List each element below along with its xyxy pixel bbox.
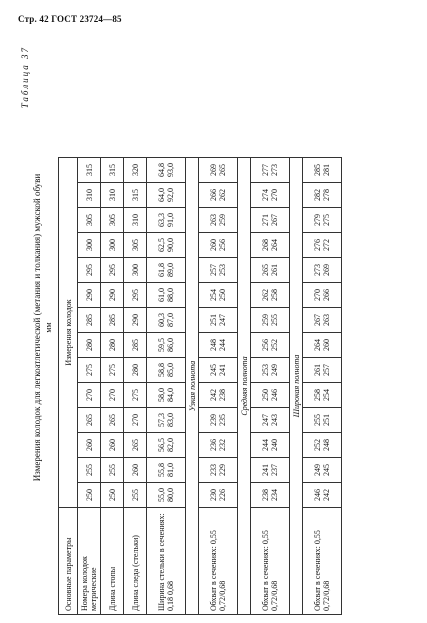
cell-bottom-value: 235 <box>218 414 227 426</box>
table-cell <box>251 183 290 208</box>
unit-label: мм <box>44 322 53 333</box>
cell-bottom-value: 238 <box>218 389 227 401</box>
table-cell: 310 <box>78 183 101 208</box>
cell-top-value: 268 <box>261 239 270 251</box>
cell-top-value: 63,3 <box>157 213 166 227</box>
cell-bottom-value: 275 <box>322 214 331 226</box>
cell-top-value: 233 <box>209 464 218 476</box>
cell-bottom-value: 88,0 <box>166 288 175 302</box>
cell-top-value: 55,8 <box>157 463 166 477</box>
table-cell: 300 <box>101 233 124 258</box>
cell-top-value: 239 <box>209 414 218 426</box>
section-row <box>238 158 251 615</box>
cell-bottom-value: 247 <box>218 314 227 326</box>
row-label: Обхват в сечениях: 0,55 0,72/0,68 <box>303 508 342 615</box>
table-cell: 290 <box>124 308 147 333</box>
cell-bottom-value: 243 <box>270 414 279 426</box>
cell-top-value: 241 <box>261 464 270 476</box>
table-cell <box>147 433 186 458</box>
section-title: Узкая полнота <box>186 158 199 615</box>
table-cell: 255 <box>101 458 124 483</box>
cell-top-value: 55,0 <box>157 488 166 502</box>
cell-bottom-value: 82,0 <box>166 438 175 452</box>
table-cell <box>199 283 238 308</box>
cell-bottom-value: 86,0 <box>166 338 175 352</box>
cell-bottom-value: 252 <box>270 339 279 351</box>
table-cell: 315 <box>78 158 101 183</box>
table-cell <box>147 308 186 333</box>
table-cell <box>251 233 290 258</box>
cell-bottom-value: 93,0 <box>166 163 175 177</box>
cell-bottom-value: 256 <box>218 239 227 251</box>
cell-bottom-value: 273 <box>270 164 279 176</box>
table-cell <box>251 458 290 483</box>
table-row <box>199 158 238 615</box>
row-label: Ширина стельки в сечениях: 0,18 0,68 <box>147 508 186 615</box>
cell-top-value: 64,0 <box>157 188 166 202</box>
table-cell: 285 <box>101 308 124 333</box>
cell-top-value: 267 <box>313 314 322 326</box>
table-cell: 295 <box>101 258 124 283</box>
cell-bottom-value: 261 <box>270 264 279 276</box>
table-row <box>303 158 342 615</box>
cell-bottom-value: 281 <box>322 164 331 176</box>
table-row <box>101 158 124 615</box>
table-cell: 270 <box>78 383 101 408</box>
table-cell <box>251 483 290 508</box>
table-cell <box>147 333 186 358</box>
table-cell: 315 <box>124 183 147 208</box>
cell-top-value: 61,8 <box>157 263 166 277</box>
cell-top-value: 282 <box>313 189 322 201</box>
cell-bottom-value: 245 <box>322 464 331 476</box>
table-cell <box>251 158 290 183</box>
table-cell: 265 <box>101 408 124 433</box>
cell-bottom-value: 234 <box>270 489 279 501</box>
cell-top-value: 254 <box>209 289 218 301</box>
table-cell <box>147 358 186 383</box>
table-cell: 305 <box>124 233 147 258</box>
cell-bottom-value: 278 <box>322 189 331 201</box>
cell-bottom-value: 262 <box>218 189 227 201</box>
table-cell <box>303 233 342 258</box>
table-cell: 275 <box>124 383 147 408</box>
table-cell <box>147 258 186 283</box>
cell-top-value: 57,3 <box>157 413 166 427</box>
table-cell: 255 <box>124 483 147 508</box>
cell-top-value: 256 <box>261 339 270 351</box>
cell-top-value: 230 <box>209 489 218 501</box>
cell-bottom-value: 90,0 <box>166 238 175 252</box>
table-label: Таблица 37 <box>20 46 30 109</box>
table-cell <box>199 483 238 508</box>
cell-bottom-value: 251 <box>322 414 331 426</box>
cell-bottom-value: 87,0 <box>166 313 175 327</box>
cell-bottom-value: 269 <box>322 264 331 276</box>
cell-top-value: 276 <box>313 239 322 251</box>
cell-top-value: 247 <box>261 414 270 426</box>
table-cell: 260 <box>78 433 101 458</box>
table-cell: 300 <box>124 258 147 283</box>
table-cell: 280 <box>78 333 101 358</box>
cell-bottom-value: 250 <box>218 289 227 301</box>
table-cell <box>147 458 186 483</box>
row-label: Обхват в сечениях: 0,55 0,72/0,68 <box>199 508 238 615</box>
cell-bottom-value: 232 <box>218 439 227 451</box>
cell-top-value: 260 <box>209 239 218 251</box>
table-cell <box>303 433 342 458</box>
cell-bottom-value: 84,0 <box>166 388 175 402</box>
cell-bottom-value: 255 <box>270 314 279 326</box>
table-cell <box>199 208 238 233</box>
table-cell <box>251 383 290 408</box>
cell-top-value: 246 <box>313 489 322 501</box>
row-label: Номера колодок метрические <box>78 508 101 615</box>
table-cell <box>199 333 238 358</box>
table-caption: Измерения колодок для легкоатлетической (метания и толкания) мужской обуви <box>32 173 42 482</box>
table-cell: 295 <box>78 258 101 283</box>
cell-top-value: 259 <box>261 314 270 326</box>
table-row <box>78 158 101 615</box>
table-cell <box>147 483 186 508</box>
cell-bottom-value: 241 <box>218 364 227 376</box>
table-row <box>251 158 290 615</box>
table-cell <box>147 208 186 233</box>
table-cell: 275 <box>78 358 101 383</box>
table-cell: 270 <box>124 408 147 433</box>
measurements-table <box>58 157 342 615</box>
cell-top-value: 56,5 <box>157 438 166 452</box>
cell-bottom-value: 267 <box>270 214 279 226</box>
cell-bottom-value: 260 <box>322 339 331 351</box>
table-cell <box>199 258 238 283</box>
table-cell <box>251 358 290 383</box>
table-cell <box>199 433 238 458</box>
cell-top-value: 242 <box>209 389 218 401</box>
table-cell <box>303 158 342 183</box>
cell-top-value: 279 <box>313 214 322 226</box>
cell-top-value: 285 <box>313 164 322 176</box>
cell-top-value: 277 <box>261 164 270 176</box>
table-cell <box>303 383 342 408</box>
table-row <box>124 158 147 615</box>
table-cell: 285 <box>124 333 147 358</box>
table-cell <box>251 433 290 458</box>
table-cell <box>303 458 342 483</box>
cell-bottom-value: 258 <box>270 289 279 301</box>
table-cell <box>251 408 290 433</box>
table-cell: 310 <box>124 208 147 233</box>
cell-top-value: 60,3 <box>157 313 166 327</box>
table-cell <box>147 183 186 208</box>
cell-bottom-value: 264 <box>270 239 279 251</box>
table-cell <box>251 283 290 308</box>
cell-bottom-value: 244 <box>218 339 227 351</box>
table-cell <box>147 383 186 408</box>
cell-top-value: 62,5 <box>157 238 166 252</box>
table-cell <box>303 208 342 233</box>
table-cell <box>251 308 290 333</box>
table-cell <box>303 358 342 383</box>
cell-top-value: 271 <box>261 214 270 226</box>
cell-top-value: 61,0 <box>157 288 166 302</box>
cell-bottom-value: 237 <box>270 464 279 476</box>
section-row <box>186 158 199 615</box>
table-cell <box>147 408 186 433</box>
table-cell: 295 <box>124 283 147 308</box>
table-cell: 255 <box>78 458 101 483</box>
cell-top-value: 253 <box>261 364 270 376</box>
table-cell: 265 <box>124 433 147 458</box>
cell-top-value: 262 <box>261 289 270 301</box>
table-cell <box>147 158 186 183</box>
cell-bottom-value: 85,0 <box>166 363 175 377</box>
table-cell <box>251 258 290 283</box>
table-cell <box>199 158 238 183</box>
cell-top-value: 263 <box>209 214 218 226</box>
cell-bottom-value: 266 <box>322 289 331 301</box>
table-cell: 260 <box>101 433 124 458</box>
row-label: Длина следа (стельки) <box>124 508 147 615</box>
cell-bottom-value: 272 <box>322 239 331 251</box>
cell-top-value: 274 <box>261 189 270 201</box>
cell-bottom-value: 83,0 <box>166 413 175 427</box>
table-cell: 305 <box>101 208 124 233</box>
table-cell: 280 <box>101 333 124 358</box>
section-row <box>290 158 303 615</box>
cell-top-value: 265 <box>261 264 270 276</box>
section-title: Широкая полнота <box>290 158 303 615</box>
table-cell <box>251 333 290 358</box>
table-cell: 250 <box>101 483 124 508</box>
cell-top-value: 58,0 <box>157 388 166 402</box>
cell-top-value: 270 <box>313 289 322 301</box>
cell-bottom-value: 80,0 <box>166 488 175 502</box>
cell-bottom-value: 254 <box>322 389 331 401</box>
cell-top-value: 59,5 <box>157 338 166 352</box>
cell-top-value: 249 <box>313 464 322 476</box>
cell-top-value: 266 <box>209 189 218 201</box>
cell-top-value: 236 <box>209 439 218 451</box>
table-cell: 290 <box>101 283 124 308</box>
table-cell: 290 <box>78 283 101 308</box>
table-cell <box>199 308 238 333</box>
table-cell: 270 <box>101 383 124 408</box>
table-cell <box>303 483 342 508</box>
row-label: Длина стопы <box>101 508 124 615</box>
cell-bottom-value: 270 <box>270 189 279 201</box>
table-cell <box>147 283 186 308</box>
cell-top-value: 58,8 <box>157 363 166 377</box>
table-cell: 275 <box>101 358 124 383</box>
cell-bottom-value: 263 <box>322 314 331 326</box>
table-cell: 265 <box>78 408 101 433</box>
table-cell <box>251 208 290 233</box>
cell-bottom-value: 265 <box>218 164 227 176</box>
cell-bottom-value: 89,0 <box>166 263 175 277</box>
cell-top-value: 258 <box>313 389 322 401</box>
cell-top-value: 238 <box>261 489 270 501</box>
table-cell <box>199 358 238 383</box>
table-cell <box>147 233 186 258</box>
cell-top-value: 252 <box>313 439 322 451</box>
cell-bottom-value: 253 <box>218 264 227 276</box>
cell-top-value: 251 <box>209 314 218 326</box>
table-cell: 285 <box>78 308 101 333</box>
table-cell <box>303 408 342 433</box>
cell-top-value: 64,8 <box>157 163 166 177</box>
cell-top-value: 261 <box>313 364 322 376</box>
cell-bottom-value: 92,0 <box>166 188 175 202</box>
cell-top-value: 250 <box>261 389 270 401</box>
row-label: Обхват в сечениях: 0,55 0,72/0,68 <box>251 508 290 615</box>
table-cell: 320 <box>124 158 147 183</box>
cell-bottom-value: 226 <box>218 489 227 501</box>
page-header: Стр. 42 ГОСТ 23724—85 <box>18 14 122 24</box>
cell-bottom-value: 246 <box>270 389 279 401</box>
cell-top-value: 269 <box>209 164 218 176</box>
table-cell: 305 <box>78 208 101 233</box>
table-cell: 310 <box>101 183 124 208</box>
cell-top-value: 244 <box>261 439 270 451</box>
cell-top-value: 245 <box>209 364 218 376</box>
cell-bottom-value: 81,0 <box>166 463 175 477</box>
table-cell: 260 <box>124 458 147 483</box>
table-cell <box>199 233 238 258</box>
table-row <box>147 158 186 615</box>
table-cell <box>199 183 238 208</box>
rotated-table-area <box>20 40 410 615</box>
cell-top-value: 273 <box>313 264 322 276</box>
cell-bottom-value: 257 <box>322 364 331 376</box>
table-cell: 315 <box>101 158 124 183</box>
cell-bottom-value: 240 <box>270 439 279 451</box>
cell-bottom-value: 248 <box>322 439 331 451</box>
cell-top-value: 264 <box>313 339 322 351</box>
table-cell <box>303 308 342 333</box>
table-cell <box>199 383 238 408</box>
cell-bottom-value: 242 <box>322 489 331 501</box>
table-cell: 250 <box>78 483 101 508</box>
cell-top-value: 248 <box>209 339 218 351</box>
cell-bottom-value: 229 <box>218 464 227 476</box>
measure-header: Измерения колодок <box>59 158 78 508</box>
table-cell: 300 <box>78 233 101 258</box>
param-header: Основные параметры <box>59 508 78 615</box>
cell-top-value: 257 <box>209 264 218 276</box>
table-cell <box>303 258 342 283</box>
table-cell <box>303 283 342 308</box>
table-cell <box>199 408 238 433</box>
cell-bottom-value: 259 <box>218 214 227 226</box>
section-title: Средняя полнота <box>238 158 251 615</box>
cell-top-value: 255 <box>313 414 322 426</box>
table-cell <box>303 333 342 358</box>
table-cell <box>303 183 342 208</box>
table-cell: 280 <box>124 358 147 383</box>
cell-bottom-value: 249 <box>270 364 279 376</box>
cell-bottom-value: 91,0 <box>166 213 175 227</box>
table-cell <box>199 458 238 483</box>
